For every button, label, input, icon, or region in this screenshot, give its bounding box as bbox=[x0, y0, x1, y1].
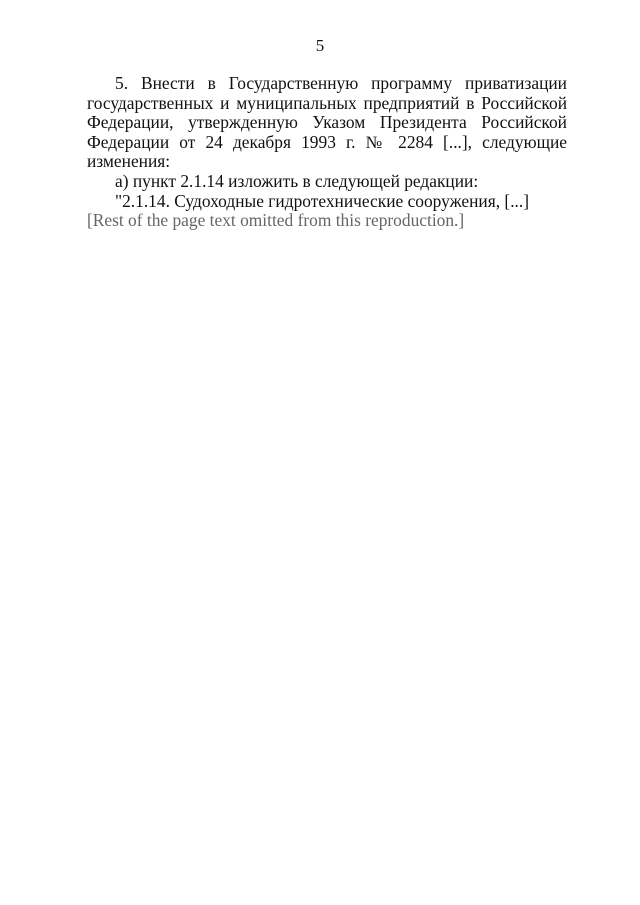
paragraph-item-5-a: а) пункт 2.1.14 изложить в следующей редакции: bbox=[115, 170, 479, 191]
paragraph-item-5: 5. Внести в Государственную программу приватизации государственных и муниципальных предприятий в Российской Федерации, утвержденную Указом Президента Российской Федерации от 24 декабря 1993 г. № 2284 [...], следующие изменения: bbox=[87, 73, 567, 172]
document-body bbox=[87, 74, 567, 231]
paragraph-item-2-1-14: "2.1.14. Судоходные гидротехнические сооружения, [...] bbox=[115, 190, 530, 211]
omission-note: [Rest of the page text omitted from this reproduction.] bbox=[87, 210, 465, 231]
page-number: 5 bbox=[315, 36, 325, 55]
